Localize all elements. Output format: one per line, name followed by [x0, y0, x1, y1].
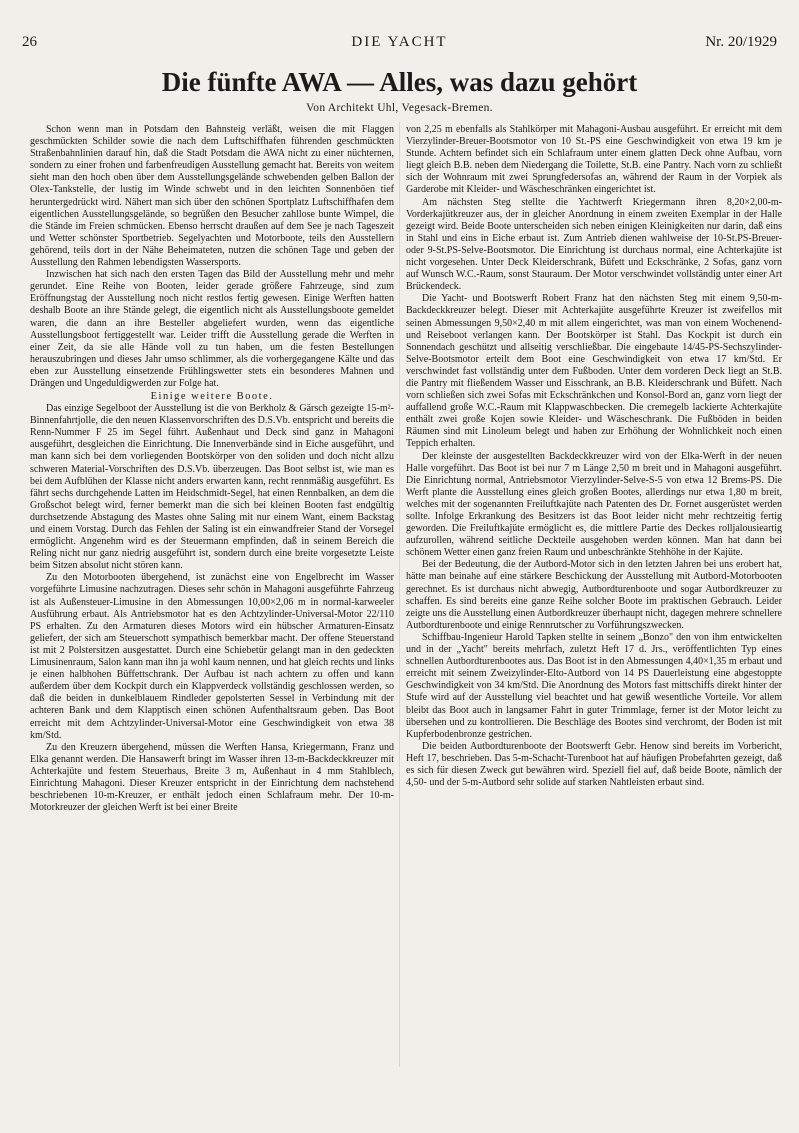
article-paragraph: Schon wenn man in Potsdam den Bahnsteig verläßt, weisen die mit Flaggen geschmückten Schilder sowie die nach dem Luftschiffhafen führenden geschmückten Straßenbahnlinien darauf hin, daß die Stadt Potsdam die AWA nicht zu einer nüchternen, sondern zu einer frohen und farbenfreudigen Ausstellung gemacht hat. Bereits von weitem sieht man den hoch oben über dem Ausstellungsgelände schwebenden gelben Ballon der Olex-Tankstelle, der lustig im Winde schwebt und in den leichten Sonnenböen tief heruntergedrückt wird. Nähert man sich über den schönen Sportplatz Luftschiffhafen dem eigentlichen Ausstellungsgelände, so begrüßen den Besucher zahllose bunte Wimpel, die die Stände im Freien schmücken. Ebenso herrscht draußen auf dem See je nach Tageszeit und Wetter schönster Sportbetrieb. Segelyachten und Motorboote, teils den Ausstellern gehörend, teils dort in der Nähe Beheimateten, nutzen die schönen Tage und geben der Ausstellung den Rahmen lebendigsten Wassersports. — [30, 124, 394, 269]
article-paragraph: Die Yacht- und Bootswerft Robert Franz hat den nächsten Steg mit einem 9,50-m-Backdeckkreuzer belegt. Dieser mit Achterkajüte ausgeführte Kreuzer ist zweifellos mit seinen Abmessungen 9,50×2,40 m mit allem eingerichtet, was man von einem Wochenend- und Reiseboot verlangen kann. Der Bootskörper ist Stahl. Das Kockpit ist durch ein Sonnendach geschützt und allseitig verschließbar. Die eingebaute 14/45-PS-Sechszylinder-Selve-Bootsmotor erteilt dem Boot eine Geschwindigkeit von etwa 17 km/Std. Er verschwindet fast vollständig unter dem Fußboden. Unter dem vorderen Deck liegt an St.B. die Pantry mit fließendem Wasser und Eisschrank, an B.B. Kleiderschrank und Büfett. Nach vorn schließen sich zwei Sofas mit Eckschränkchen und Konsol-Bord an, ganz vorn liegt der auffallend große W.C.-Raum mit Klappwaschbecken. Die cremegelb lackierte Achterkajüte enthält zwei große Kojen sowie Kleider- und Wäscheschrank. Die Fußböden in beiden Räumen sind mit Linoleum belegt und haben zur Erhöhung der Wohnlichkeit noch einen Teppich erhalten. — [406, 293, 782, 450]
article-paragraph: Der kleinste der ausgestellten Backdeckkreuzer wird von der Elka-Werft in der neuen Halle vorgeführt. Das Boot ist bei nur 7 m Länge 2,50 m breit und in Mahagoni ausgeführt. Die Einrichtung normal, Antriebsmotor Vierzylinder-Selve-S-5 von etwa 12 Brems-PS. Die Werft plante die Ausstellung eines gleich großen Bootes, allerdings nur etwa 1,80 m breit, welches mit der sogenannten Freiluftkajüte nach Patenten des Dr. Fornet ausgerüstet werden sollte. Infolge Erkrankung des Besitzers ist das Boot leider nicht mehr rechtzeitig fertig geworden. Die Freiluftkajüte ermöglicht es, die mittlere Partie des Deckes rolljalousieartig aufzurollen, während seitliche Deckteile ausgehoben werden können. Man hat dann bei schönem Wetter einen ganz freien Raum und unbeschränkte Stehhöhe in der Kajüte. — [406, 450, 782, 559]
section-heading: Einige weitere Boote. — [150, 391, 274, 403]
left-column — [30, 124, 394, 1084]
page-number: 26 — [22, 34, 37, 50]
article-paragraph: Bei der Bedeutung, die der Autbord-Motor sich in den letzten Jahren bei uns erobert hat, hätte man beinahe auf eine stärkere Beschickung der Ausstellung mit Autbord-Motorbooten gerechnet. Es ist durchaus nicht abwegig, Autbordturenboote und sogar Autbordkreuzer zu schaffen. Es sind bereits eine ganze Reihe solcher Boote im praktischen Gebrauch. Leider zeigte uns die Ausstellung einen Autbordkreuzer überhaupt nicht, dagegen mehrere schnellere Autbordturenboote und einige Rennrutscher zu Vorführungszwecken. — [406, 559, 782, 631]
column-divider — [399, 122, 400, 1067]
article-byline: Von Architekt Uhl, Vegesack-Bremen. — [306, 102, 493, 114]
right-column — [406, 124, 782, 1084]
issue-number: Nr. 20/1929 — [705, 34, 777, 50]
running-head — [22, 34, 777, 52]
article-paragraph: von 2,25 m ebenfalls als Stahlkörper mit Mahagoni-Ausbau ausgeführt. Er erreicht mit dem Vierzylinder-Breuer-Bootsmotor von 10 St.-PS eine Geschwindigkeit von etwa 19 km je Stunde. Achtern befindet sich ein Schlafraum unter einem glatten Deck ohne Aufbau, vorn liegt gleich B.B. neben dem Niedergang die Toilette, St.B. eine Pantry. Nach vorn zu schließt sich der Wohnraum mit zwei Sprungfedersofas an, während der Raum in der Vorpiek als Garderobe mit Kleider- und Wäscheschränken eingerichtet ist. — [406, 124, 782, 196]
article-paragraph: Schiffbau-Ingenieur Harold Tapken stellte in seinem „Bonzo" den von ihm entwickelten und in der „Yacht" bereits mehrfach, zuletzt Heft 17 d. Jrs., veröffentlichten Typ eines schnellen Autbordturenbootes aus. Das Boot ist in den Abmessungen 4,40×1,35 m erbaut und erreicht mit seinem Zweizylinder-Elto-Autbord von 14 PS Dauerleistung eine abgestoppte Geschwindigkeit von 34 km/Std. Die Anordnung des Motors fast mittschiffs direkt hinter der Stufe wird auf der Ausstellung viel beachtet und hat gewiß wesentliche Vorteile. Vor allem bleibt das Boot auch in langsamer Fahrt in guter Trimmlage, ferner ist der Motor leicht zu übersehen und zu kontrollieren. Die Beschläge des Bootes sind verchromt, der Boden ist mit Kupferbodenbronze gestrichen. — [406, 631, 782, 740]
article-paragraph: Inzwischen hat sich nach den ersten Tagen das Bild der Ausstellung mehr und mehr gerundet. Eine Reihe von Booten, leider gerade größere Fahrzeuge, sind zum Eröffnungstag der Ausstellung noch nicht restlos fertig gewesen. Einige Werften hatten deshalb Boote an ihre Stände gelegt, die eigentlich nicht als Ausstellungsboote gemeldet waren, die dann an ihre Besteller abgeliefert wurden, wenn das eigentliche Ausstellungsboot fertiggestellt war. Leider trifft die Ausstellung gerade die Werften in einer Zeit, da sie alle Hände voll zu tun haben, um die festen Bestellungen herauszubringen und dieses Jahr umso schlimmer, als die vorhergegangene Kälte und das eben zur Ausstellung einsetzende Frühlingswetter stets ein besonderes Mahnen und Drängen und Ungeduldigwerden zur Folge hat. — [30, 269, 394, 389]
article-paragraph: Zu den Motorbooten übergehend, ist zunächst eine von Engelbrecht im Wasser vorgeführte Limusine nachzutragen. Dieses sehr schön in Mahagoni ausgeführte Fahrzeug ist als Außensteuer-Limusine in den Abmessungen 10,00×2,06 m in normal-karweeler Ausführung erbaut. Als Antriebsmotor hat es den Achtzylinder-Universal-Motor 22/110 PS erhalten. Zu den Armaturen dieses Motors wird ein hübscher Armaturen-Einsatz geliefert, der sich am Steuerschott sympathisch bemerkbar macht. Der offene Steuerstand ist mit 2 Polstersitzen ausgestattet. Durch eine Schiebetür gelangt man in den gedeckten Limusinenraum, Salon kann man ihn ja wohl kaum nennen, und hat gleich rechts und links je einen halbhohen Büffettschrank. Der Aufbau ist nach achtern zu offen und kann außerdem über dem Kockpit durch ein Klappverdeck vollständig geschlossen werden, so daß die beiden in dunkelblauem Rindleder gepolsterten Sessel in Verbindung mit der achteren Bank und dem Klapptisch einen schönen Aufenthaltsraum geben. Das Boot erreicht mit dem Achtzylinder-Universal-Motor eine Geschwindigkeit von etwa 38 km/Std. — [30, 572, 394, 741]
article-paragraph: Zu den Kreuzern übergehend, müssen die Werften Hansa, Kriegermann, Franz und Elka genannt werden. Die Hansawerft bringt im Wasser ihren 13-m-Backdeckkreuzer mit Achterkajüte und festem Steuerhaus, Breite 3 m, Außenhaut in 4 mm Stahlblech, Einrichtung Mahagoni. Dieser Kreuzer entspricht in der Einrichtung dem nachstehend beschriebenen 10-m-Kreuzer, er enthält jedoch einen Schlafraum mehr. Der 10-m-Motorkreuzer der gleichen Werft ist bei einer Breite — [30, 741, 394, 814]
article-paragraph: Am nächsten Steg stellte die Yachtwerft Kriegermann ihren 8,20×2,00-m-Vorderkajütkreuzer aus, der in gleicher Anordnung in einem zweiten Exemplar in der Halle gezeigt wird. Beide Boote unterscheiden sich neben einigen Kleinigkeiten nur darin, daß eins in Stahl und eins in Eiche erbaut ist. Zum Antrieb dienen wahlweise der 10-St.PS-Breuer-oder 9-St.PS-Selve-Bootsmotor. Die Einrichtung ist durchaus normal, eine Achterkajüte ist nicht vorgesehen. Unter Deck Kleiderschrank, Büfett und Eckschränke, 2 Sofas, ganz vorn auf Wunsch W.C.-Raum, sonst Stauraum. Der Motor verschwindet vollständig unter einer Art Brückendeck. — [406, 196, 782, 293]
article-paragraph: Die beiden Autbordturenboote der Bootswerft Gebr. Henow sind bereits im Vorbericht, Heft 17, beschrieben. Das 5-m-Schacht-Turenboot hat auf häufigen Probefahrten gezeigt, daß es sich für diesen Zweck gut bewähren wird. Speziell fiel auf, daß beide Boote, nämlich der 4,50- und der 5-m-Autbord sehr solide auf starken Nahtleisten erbaut sind. — [406, 740, 782, 789]
article-title: Die fünfte AWA — Alles, was dazu gehört — [161, 67, 638, 97]
article-paragraph: Das einzige Segelboot der Ausstellung ist die von Berkholz & Gärsch gezeigte 15-m²-Binnenfahrtjolle, die den neuen Klassenvorschriften des D.S.Vb. entspricht und bereits die Renn-Nummer F 25 im Segel führt. Außenhaut und Deck sind ganz in Mahagoni ausgeführt, desgleichen die Einrichtung. Die Innenverbände sind in Eiche ausgeführt, und man kann sich bei dem vorliegenden Bootskörper von den soliden und doch nicht allzu schweren Material-Vorschriften des D.S.Vb. überzeugen. Das Boot selbst ist, wie man es bei dem Aufblühen der Klasse nicht anders erwarten kann, recht rennmäßig ausgeführt. Es fährt sechs durchgehende Latten im Heidschmidt-Segel, hat einen Rennbalken, an dem die Großschot belegt wird, ferner bemerkt man die sich bei kleinen Booten fast endgültig durchsetzende Abstagung des Mastes ohne Saling mit nur einem Want, einem Backstag und einem Vorstag. Durch das Fehlen der Saling ist ein einwandfreier Stand der Vorsegel ermöglicht. Angenehm wird es der Steuermann empfinden, daß in seinem Bereich die Reling nicht nur ganz niedrig ausgeführt ist, sondern durch eine breite vorgesetzte Leiste beim Sitzen absolut nicht stören kann. — [30, 403, 394, 572]
magazine-title: DIE YACHT — [351, 34, 448, 50]
